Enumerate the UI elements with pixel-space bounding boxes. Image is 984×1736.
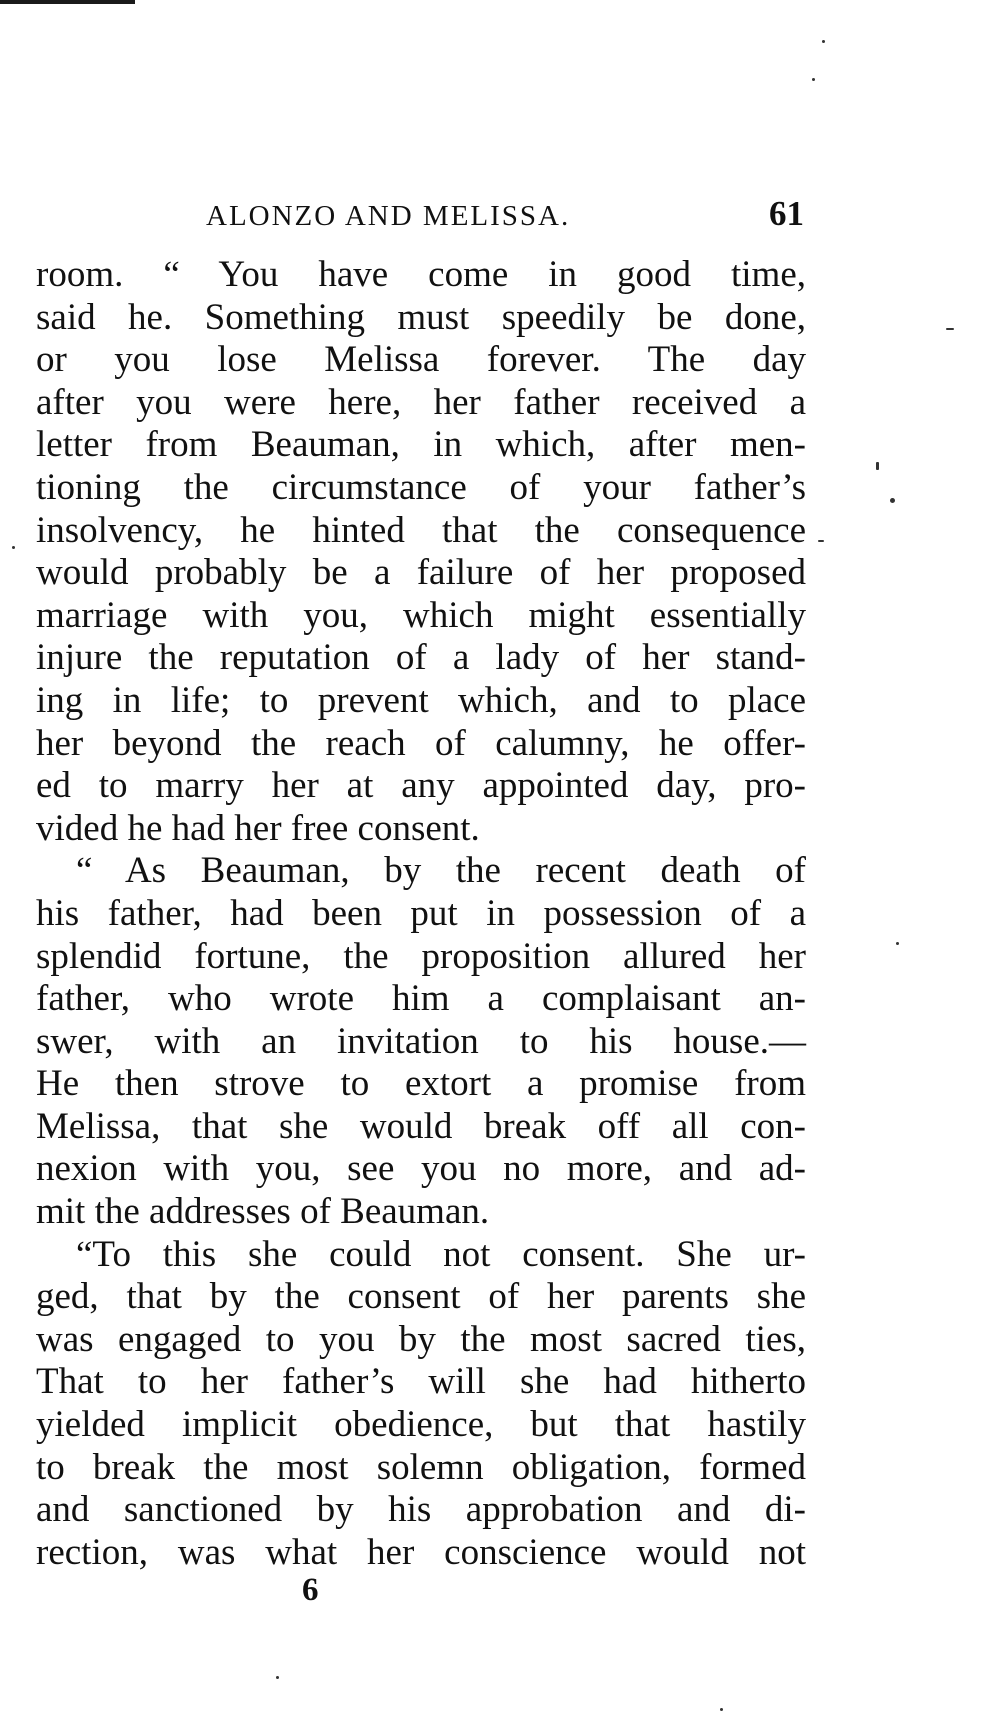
text-line: ged, that by the consent of her parents she	[36, 1276, 806, 1318]
text-line: tioning the circumstance of your father’s	[36, 466, 806, 508]
text-line: his father, had been put in possession of a	[36, 892, 806, 934]
text-line: mit the addresses of Beauman.	[36, 1191, 490, 1233]
text-line: ed to marry her at any appointed day, pro-	[36, 765, 806, 807]
text-line: “ As Beauman, by the recent death of	[76, 850, 806, 892]
text-line: her beyond the reach of calumny, he offer-	[36, 722, 806, 764]
text-line: ing in life; to prevent which, and to place	[36, 679, 806, 721]
text-line: marriage with you, which might essentially	[36, 594, 806, 636]
text-line: or you lose Melissa forever. The day	[36, 339, 806, 381]
text-line: and sanctioned by his approbation and di-	[36, 1489, 806, 1531]
text-line: insolvency, he hinted that the consequence	[36, 509, 806, 551]
text-line: was engaged to you by the most sacred ties,	[36, 1318, 806, 1360]
text-line: vided he had her free consent.	[36, 807, 480, 849]
text-line: swer, with an invitation to his house.—	[36, 1020, 806, 1062]
page-number: 61	[769, 194, 804, 233]
text-line: He then strove to extort a promise from	[36, 1063, 806, 1105]
text-line: would probably be a failure of her proposed	[36, 552, 806, 594]
text-line: to break the most solemn obligation, formed	[36, 1446, 806, 1488]
text-line: “To this she could not consent. She ur-	[76, 1233, 806, 1275]
text-line: father, who wrote him a complaisant an-	[36, 978, 806, 1020]
text-line: nexion with you, see you no more, and ad-	[36, 1148, 806, 1190]
print-speck	[896, 942, 899, 945]
text-line: said he. Something must speedily be done,	[36, 296, 806, 338]
print-speck	[12, 546, 15, 549]
text-line: after you were here, her father received a	[36, 381, 806, 423]
print-speck	[890, 498, 895, 503]
print-speck	[876, 462, 879, 470]
text-line: Melissa, that she would break off all con-	[36, 1105, 806, 1147]
text-line: That to her father’s will she had hitherto	[36, 1361, 806, 1403]
text-line: room. “ You have come in good time,	[36, 254, 806, 295]
text-line: yielded implicit obedience, but that hastily	[36, 1404, 806, 1446]
text-line: injure the reputation of a lady of her stand-	[36, 637, 806, 679]
text-line: rection, was what her conscience would not	[36, 1531, 806, 1573]
print-speck	[812, 78, 815, 81]
running-head	[36, 196, 806, 240]
print-speck	[946, 328, 954, 330]
print-speck	[818, 540, 824, 542]
print-speck	[822, 40, 825, 43]
signature-mark: 6	[302, 1572, 319, 1608]
top-edge-rule	[0, 0, 135, 4]
text-line: letter from Beauman, in which, after men-	[36, 424, 806, 466]
print-speck	[276, 1676, 279, 1679]
body-text	[36, 254, 806, 1574]
print-speck	[720, 1708, 723, 1711]
running-title: ALONZO AND MELISSA.	[206, 200, 571, 232]
text-line: splendid fortune, the proposition allured her	[36, 935, 806, 977]
